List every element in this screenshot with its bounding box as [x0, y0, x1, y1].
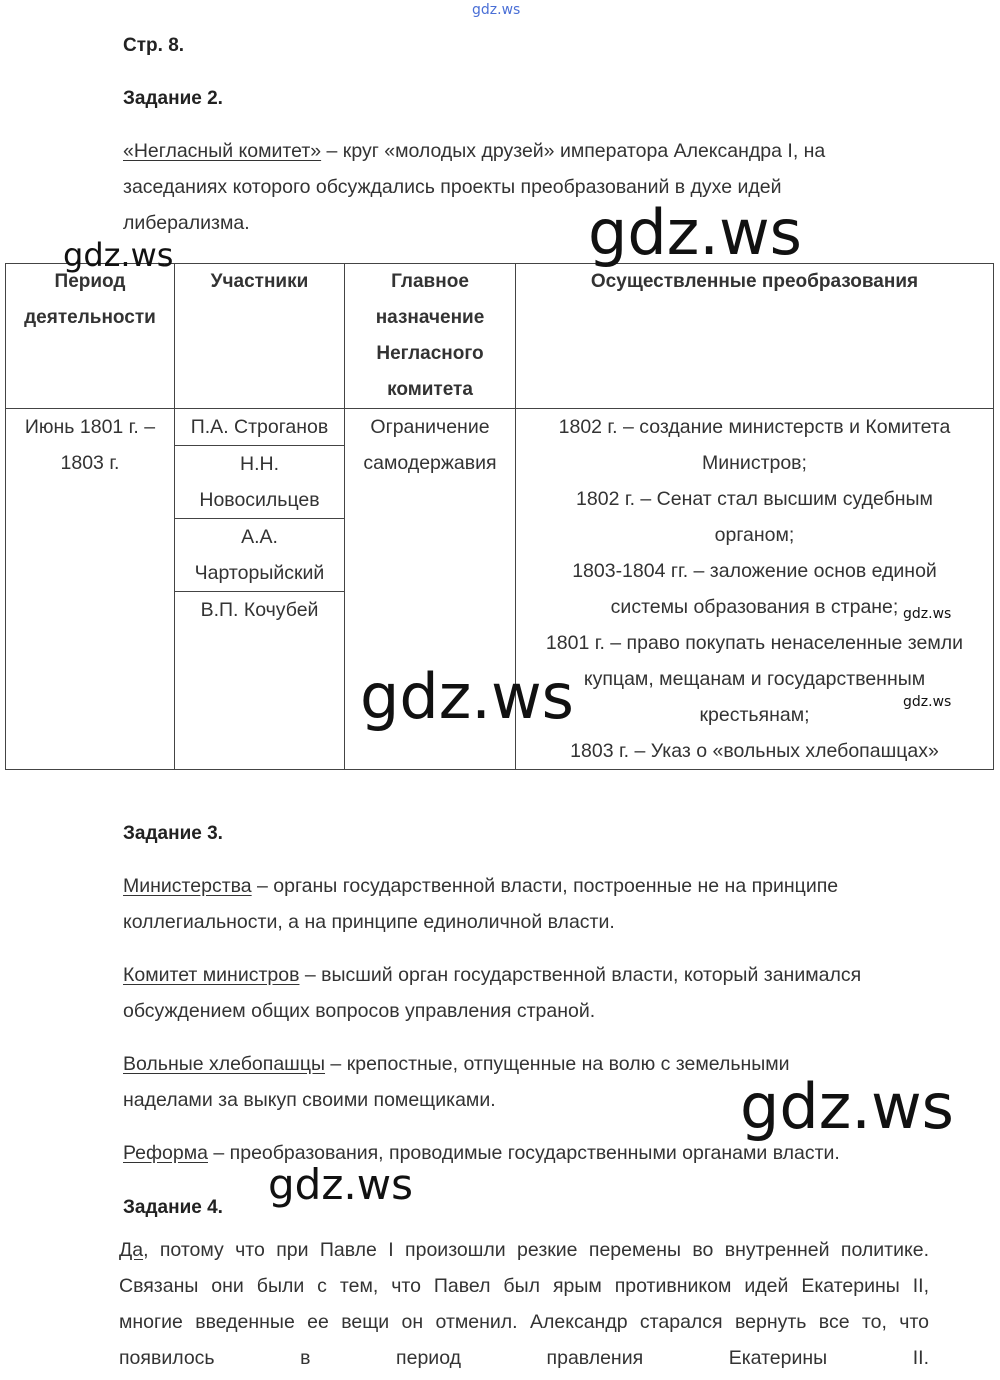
- purpose-cell: Ограничение самодержавия: [345, 409, 516, 770]
- period-cell: Июнь 1801 г. – 1803 г.: [6, 409, 175, 770]
- header-purpose: Главное назначение Негласного комитета: [345, 264, 516, 409]
- watermark-lower-med: gdz.ws: [268, 1160, 413, 1209]
- task2-term: «Негласный комитет»: [123, 140, 322, 162]
- page-label: Стр. 8.: [123, 35, 185, 56]
- task4-answer: Да, потому что при Павле I произошли резкие перемены во внутренней политике. Связаны они были с тем, что Павел был ярым противником идей Екатерины II, многие введенные ее вещи он отменил. Александр старался вернуть все то, что появилось в период правления Екатерины II.: [119, 1239, 929, 1369]
- header-reforms: Осуществленные преобразования: [516, 264, 994, 409]
- watermark-small-1: gdz.ws: [903, 606, 952, 622]
- task2-line2: заседаниях которого обсуждались проекты преобразований в духе идей: [123, 176, 782, 198]
- task4-heading: Задание 4.: [123, 1197, 223, 1218]
- task2-heading: Задание 2.: [123, 88, 223, 109]
- participants-cell: [175, 409, 345, 770]
- watermark-header-left: gdz.ws: [63, 236, 174, 274]
- task2-definition: [123, 133, 923, 241]
- task2-line1: – круг «молодых друзей» императора Александра I, на: [321, 140, 826, 162]
- reforms-cell: 1802 г. – создание министерств и Комитета Министров; 1802 г. – Сенат стал высшим судебным органом; 1803-1804 гг. – заложение основ единой системы образования в стране; 1801 г. – право покупать ненаселенные земли купцам, мещанам и государственным крестьянам; 1803 г. – Указ о «вольных хлебопашцах»: [516, 409, 994, 770]
- header-period: Период деятельности: [6, 264, 175, 409]
- def-free-farmers: Вольные хлебопашцы – крепостные, отпущенные на волю с земельными наделами за выкуп своими помещиками.: [123, 1053, 790, 1111]
- def-reform: Реформа – преобразования, проводимые государственными органами власти.: [123, 1142, 840, 1164]
- participant-novosiltsev: Н.Н. Новосильцев: [175, 446, 344, 519]
- participant-kochubey: В.П. Кочубей: [200, 599, 319, 621]
- header-participants: Участники: [175, 264, 345, 409]
- task2-line3: либерализма.: [123, 212, 250, 234]
- table-header-row: [6, 264, 994, 409]
- watermark-small-2: gdz.ws: [903, 694, 952, 710]
- participant-czartoryski: А.А. Чарторыйский: [175, 519, 344, 592]
- def-committee: Комитет министров – высший орган государственной власти, который занимался обсуждением общих вопросов управления страной.: [123, 964, 862, 1022]
- def-ministries: Министерства – органы государственной власти, построенные не на принципе коллегиальности, а на принципе единоличной власти.: [123, 875, 839, 933]
- watermark-lower-big: gdz.ws: [740, 1070, 954, 1143]
- participant-stroganov: П.А. Строганов: [175, 409, 344, 446]
- task3-heading: Задание 3.: [123, 823, 223, 844]
- watermark-mid-big: gdz.ws: [360, 660, 574, 733]
- watermark-top: gdz.ws: [472, 2, 521, 18]
- watermark-header-big: gdz.ws: [588, 196, 802, 269]
